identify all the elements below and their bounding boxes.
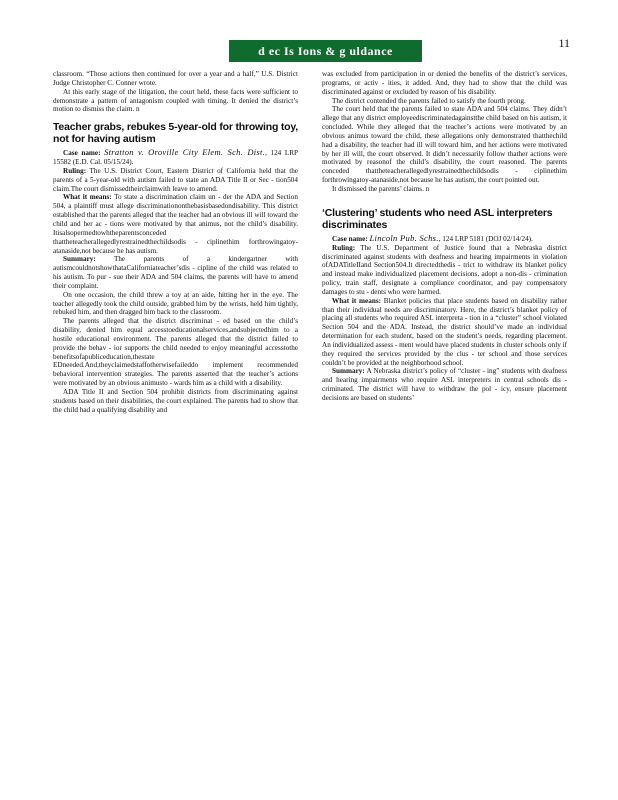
left-column <box>53 70 298 415</box>
meaning-label: What it means: <box>63 193 112 202</box>
body-paragraph: The court held that the parents failed to state ADA and 504 claims. They didn’t allege that any district employeediscriminatedagainstthe child based on his autism, it concluded. While they alleged that the teacher’s actions were motivated by an obvious animus toward the child, these allegations only demonstrated thatthechild had a disability, the teacher had ill will toward him, and her actions were motivated by her ill will, the court observed. It didn’t necessarily follow thather actions were motivated by reasonof the child’s disability, the court reasoned. The parents conceded thattheteacherallegedlyrestrainedthechildsodis - ciplinethim forthrowingatoy-atanaside,not because he has autism, the court pointed out. <box>322 105 567 185</box>
section-header-title: d ec Is Ions & g uldance <box>258 43 393 58</box>
body-paragraph: was excluded from participation in or denied the benefits of the district’s services, programs, or activ - ities, it added. And, they had to show that the child was discriminated against or excluded by reason of his disability. <box>322 70 567 96</box>
meaning-text: Blanket policies that place students based on disability rather than their individual needs are discriminatory. Here, the district’s blanket policy of placing all students who required ASL interpreta - tion in a “cluster” school violated Section 504 and the ADA. Instead, the district should’ve made an individual determination for each student, based on the student’s needs, regarding placement. An individualized assess - ment would have placed students in cluster schools only if they required the services provided by the clus - ter school and those services couldn’t be provided at the neighborhood school. <box>322 296 567 367</box>
ruling-text: The U.S. Department of Justice found that a Nebraska district discriminated against students with deafness and hearing impairments in violation ofADATitleIIand Section504.It directedthedis - trict to withdraw its blanket policy and instead make individualized placement decisions, adopt a non-dis - crimination policy, train staff, designate a compliance coordinator, and pay compensatory damages to stu - dents who were harmed. <box>322 243 567 296</box>
summary-label: Summary: <box>63 255 96 264</box>
case-name-line <box>322 234 567 244</box>
page-number: 11 <box>558 36 570 50</box>
summary-paragraph <box>322 367 567 402</box>
meaning-paragraph <box>322 297 567 368</box>
body-paragraph: On one occasion, the child threw a toy at an aide, hitting her in the eye. The teacher allegedly took the child outside, grabbed him by the wrists, held him tightly, rebuked him, and then dragged him back to the classroom. <box>53 290 298 317</box>
article-headline: ‘Clustering’ students who need ASL interpreters discriminates <box>322 206 553 231</box>
case-citation: , 124 LRP 15582 (E.D. Cal. 05/15/24). <box>53 149 299 167</box>
body-paragraph: The parents alleged that the district discriminat - ed based on the child’s disability, denied him equal accesstoeducationalservices,andsubjectedhim to a hostile educational environment. The parents alleged that the district failed to provide the behav - ior supports the child needed to enjoy meaningful accesstothe benefitsofapubliceducation,thestate EDneeded.And,theyclaimedstaffotherwisefaileddo implement recommended behavioral intervention strategies. The parents asserted that the teacher’s actions were motivated by an obvious animusto - wards him as a child with a disability. <box>53 317 298 388</box>
body-paragraph: At this early stage of the litigation, the court held, these facts were sufficient to demonstrate a pattern of antagonism coupled with timing. It denied the district’s motion to dismiss the claim. n <box>53 87 298 114</box>
case-name: Lincoln Pub. Schs. <box>369 232 439 243</box>
spacer <box>322 194 567 200</box>
article-headline: Teacher grabs, rebukes 5-year-old for throwing toy, not for having autism <box>53 121 298 146</box>
meaning-label: What it means: <box>332 296 382 305</box>
ruling-text: The U.S. District Court, Eastern District of California held that the parents of a 5-year-old with autism failed to state an ADA Title II or Sec - tion504 claim.The court dismissedtheirclaimwith leave to amend. <box>53 166 299 193</box>
body-paragraph: classroom. “Those actions then continued for over a year and a half,” U.S. District Judge Christopher C. Conner wrote. <box>53 70 298 87</box>
case-name-label: Case name: <box>63 149 101 158</box>
right-column <box>322 70 567 403</box>
body-paragraph: It dismissed the parents’ claims. n <box>332 184 430 193</box>
section-header-banner <box>229 40 422 62</box>
case-name-label: Case name: <box>332 234 368 243</box>
case-name-line <box>53 148 298 167</box>
ruling-paragraph <box>322 244 567 297</box>
meaning-paragraph <box>53 193 298 255</box>
case-citation: , 124 LRP 5181 (DOJ 02/14/24). <box>438 234 533 243</box>
summary-text: The parents of a kindergartner with autismcouldnotshowthataCaliforniateacher’sdis - cipline of the child was related to his autism. To pur - sue their ADA and 504 claims, the parents will have to amend their complaint. <box>53 255 299 290</box>
body-paragraph: The district contended the parents failed to satisfy the fourth prong. <box>332 96 526 105</box>
ruling-label: Ruling: <box>63 166 87 175</box>
summary-text: A Nebraska district’s policy of “cluster - ing” students with deafness and hearing impairments who require ASL interpreters in central schools dis - criminated. The district will have to withdraw the pol - icy, ensure placement decisions are based on students’ <box>322 367 568 402</box>
case-name: Stratton v. Oroville City Elem. Sch. Dist. <box>104 147 266 158</box>
meaning-text: To state a discrimination claim un - der the ADA and Section 504, a plaintiff must allege discriminationonthebasisbasedondisability. This district established that the parents alleged that the teacher had an obvious ill will toward the child and her ac - tions were motivated by that animus, not the child’s disability. Itisalsopermedtowhtheparentsconceded thattheteacherallegedlyrestrainedthechildsodis - ciplinethim forthrowingatoy-atanaside,not because he has autism. <box>53 193 298 255</box>
summary-paragraph <box>53 255 298 290</box>
ruling-paragraph <box>53 167 298 194</box>
summary-label: Summary: <box>332 367 365 376</box>
ruling-label: Ruling: <box>332 243 356 252</box>
body-paragraph: ADA Title II and Section 504 prohibit districts from discriminating against students based on their disabilities, the court explained. The parents had to show that the child had a qualifying disability and <box>53 388 298 414</box>
